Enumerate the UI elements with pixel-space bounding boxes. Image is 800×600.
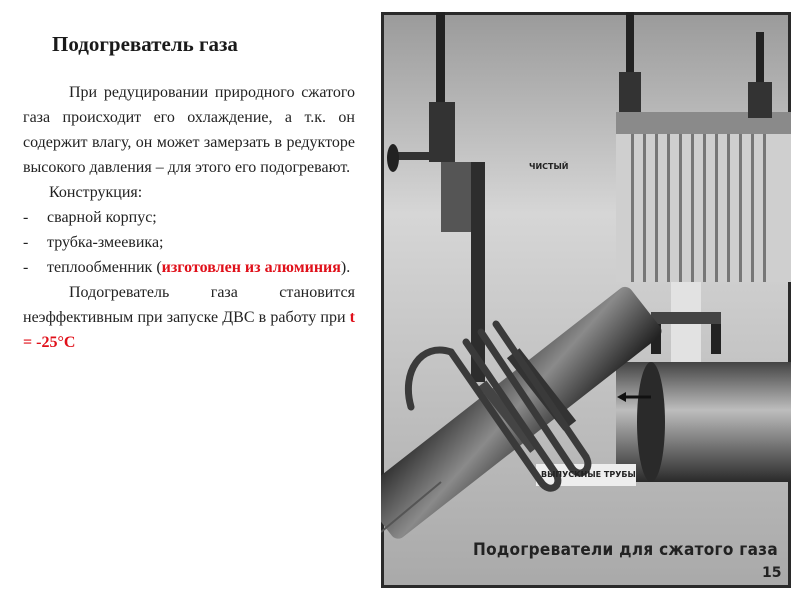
highlight-temperature: t = -25°C <box>23 309 355 351</box>
list-item-text <box>47 255 355 280</box>
list-item-text-after: ). <box>340 259 351 276</box>
list-item <box>23 255 355 280</box>
photo-caption: Подогреватели для сжатого газа <box>473 540 778 560</box>
photo-illustration <box>381 12 791 588</box>
photo-label-top: ЧИСТЫЙ <box>529 162 569 171</box>
slide-text <box>23 80 355 355</box>
gas-heater-photo <box>381 12 791 588</box>
list-item-text: трубка-змеевика; <box>47 234 164 251</box>
list-item <box>23 205 355 230</box>
conclusion-text: Подогреватель газа становится неэффективным при запуске ДВС в работу при <box>23 284 355 326</box>
list-item-text-before: теплообменник ( <box>47 259 162 276</box>
conclusion-paragraph <box>23 280 355 355</box>
list-bullet: - <box>23 234 29 251</box>
list-bullet: - <box>23 259 29 276</box>
list-bullet: - <box>23 209 29 226</box>
photo-label-pipes: ВЫПУСКНЫЕ ТРУБЫ <box>541 470 636 479</box>
list-item-text: сварной корпус; <box>47 209 157 226</box>
photo-page-number: 15 <box>762 565 782 581</box>
slide-title: Подогреватель газа <box>52 32 238 56</box>
list-item <box>23 230 355 255</box>
highlight-material: изготовлен из алюминия <box>161 259 341 276</box>
construction-label: Конструкция: <box>49 184 143 201</box>
intro-paragraph: При редуцировании природного сжатого газа происходит его охлаждение, а т.к. он содержит влагу, он может замерзать в редукторе высокого давления – для этого его подогревают. <box>23 84 355 176</box>
construction-list <box>23 205 355 280</box>
